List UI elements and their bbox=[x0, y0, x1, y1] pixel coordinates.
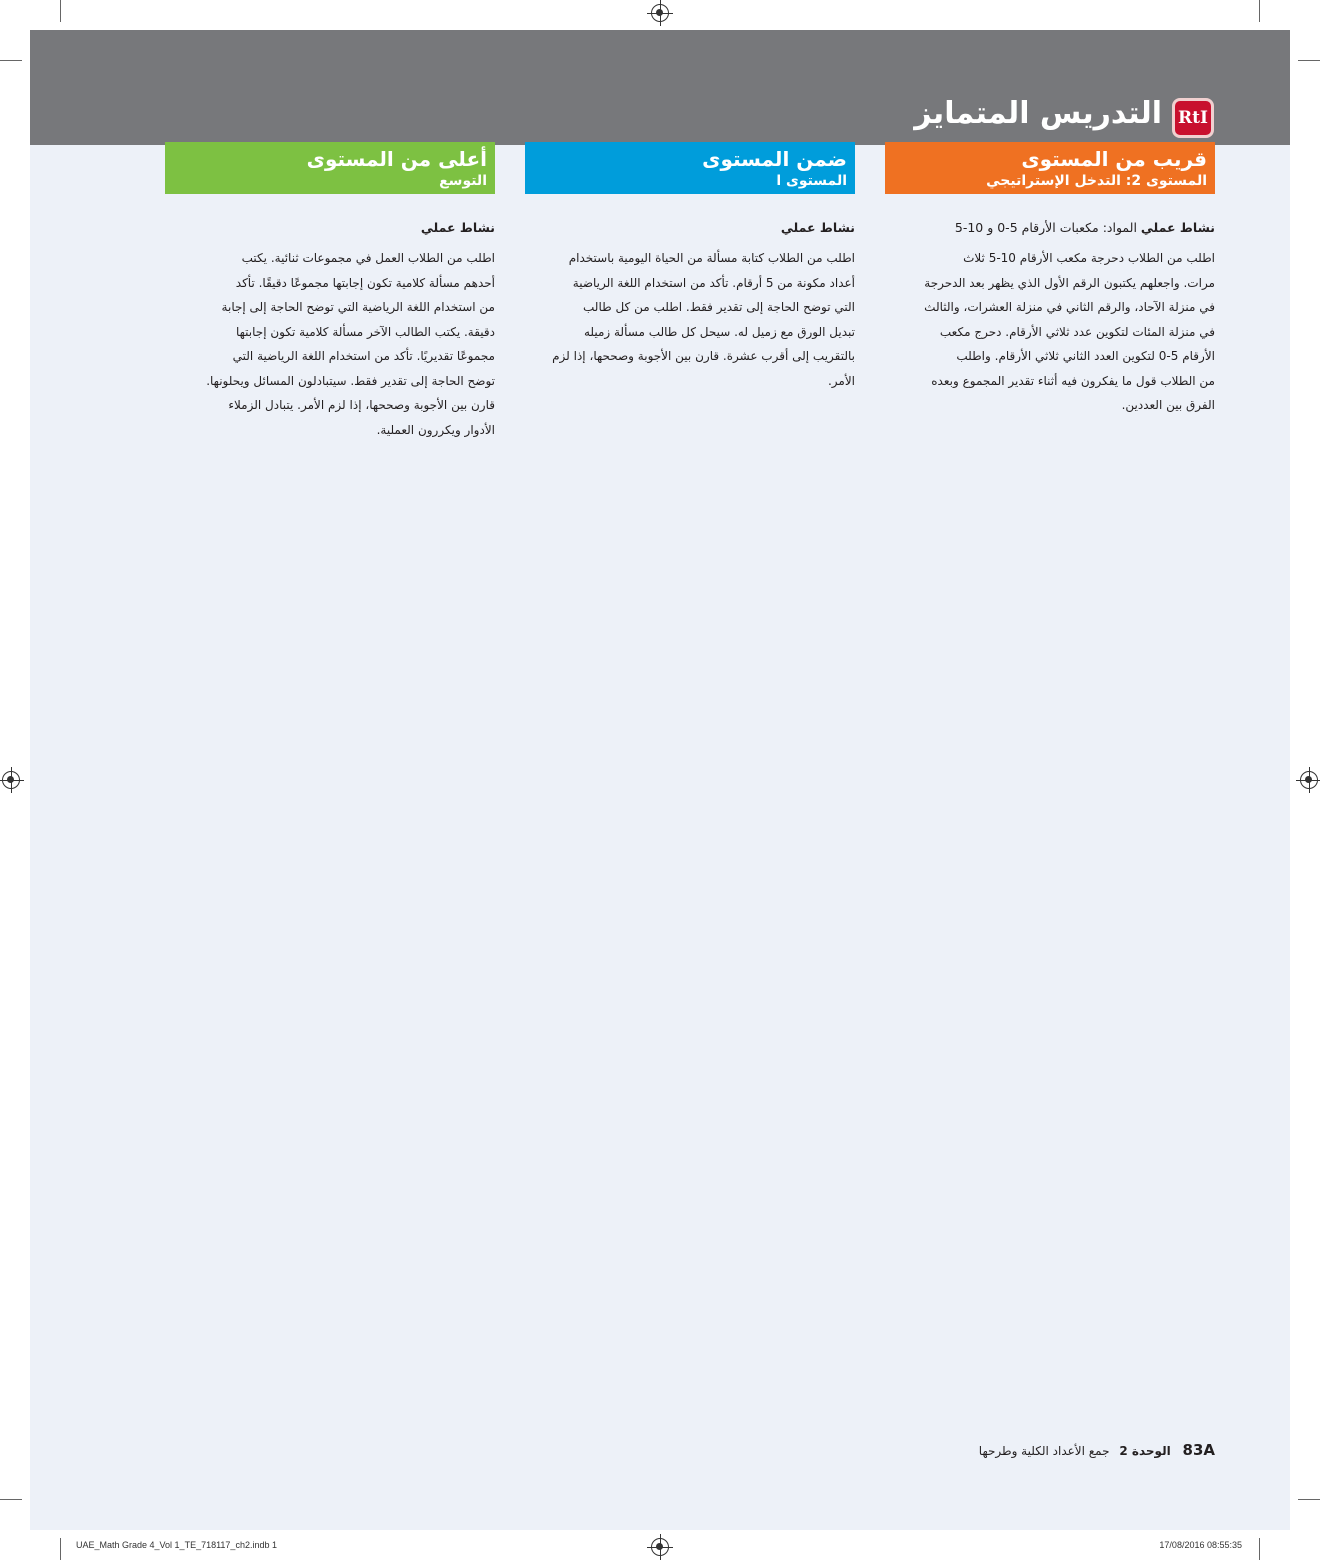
header-band bbox=[30, 30, 1290, 145]
text-line: أعداد مكونة من 5 أرقام. تأكد من استخدام اللغة الرياضية bbox=[572, 275, 855, 290]
column-on-level bbox=[525, 142, 855, 393]
text-line: في منزلة الآحاد، والرقم الثاني في منزلة العشرات، والثالث bbox=[924, 300, 1215, 314]
below-level-subtitle: المستوى 2: التدخل الإستراتيجي bbox=[986, 173, 1207, 189]
text-line: من استخدام اللغة الرياضية التي توضح الحاجة إلى إجابة bbox=[221, 300, 495, 314]
on-level-title: ضمن المستوى bbox=[702, 147, 847, 171]
column-above-level bbox=[165, 142, 495, 442]
text-line: اطلب من الطلاب دحرجة مكعب الأرقام 10-5 ثلاث bbox=[963, 251, 1215, 265]
slug-date: 17/08/2016 08:55:35 bbox=[1159, 1540, 1242, 1550]
text-line: الفرق بين العددين. bbox=[1121, 398, 1215, 412]
text-line: بالتقريب إلى أقرب عشرة. قارن بين الأجوبة وصححها، إذا لزم bbox=[552, 349, 855, 363]
text-line: من الطلاب قول ما يفكرون فيه أثناء تقدير المجموع وبعده bbox=[931, 373, 1215, 388]
text-line: اطلب من الطلاب كتابة مسألة من الحياة اليومية باستخدام bbox=[568, 251, 855, 265]
above-level-banner bbox=[165, 142, 495, 194]
text-line: مرات. واجعلهم يكتبون الرقم الأول الذي يظهر بعد الدحرجة bbox=[924, 275, 1215, 290]
text-line: في منزلة المئات لتكوين عدد ثلاثي الأرقام. دحرج مكعب bbox=[939, 324, 1215, 339]
text-line: الأدوار ويكررون العملية. bbox=[376, 422, 495, 437]
crop-mark bbox=[0, 60, 22, 61]
activity-label: نشاط عملي bbox=[420, 220, 495, 235]
text-line: قارن بين الأجوبة وصححها، إذا لزم الأمر. يتبادل الزملاء bbox=[228, 398, 495, 412]
text-line: الأرقام 5-0 لتكوين العدد الثاني ثلاثي الأرقام. واطلب bbox=[956, 349, 1215, 363]
below-level-title: قريب من المستوى bbox=[1021, 147, 1207, 171]
registration-mark-icon bbox=[651, 1538, 669, 1556]
activity-text bbox=[885, 246, 1215, 418]
text-line: أحدهم مسألة كلامية تكون إجابتها مجموعًا دقيقًا. تأكد bbox=[235, 275, 495, 290]
activity-heading bbox=[885, 218, 1215, 238]
on-level-subtitle: المستوى ا bbox=[776, 173, 847, 189]
text-line: تبديل الورق مع زميل له. سيحل كل طالب مسألة زميله bbox=[583, 324, 855, 339]
materials-text: المواد: مكعبات الأرقام 5-0 و 10-5 bbox=[954, 220, 1141, 235]
registration-mark-icon bbox=[2, 771, 20, 789]
column-below-level bbox=[885, 142, 1215, 418]
text-line: مجموعًا تقديريًا. تأكد من استخدام اللغة الرياضية التي bbox=[232, 349, 495, 363]
crop-mark bbox=[0, 1499, 22, 1500]
below-level-banner bbox=[885, 142, 1215, 194]
chapter-title: جمع الأعداد الكلية وطرحها bbox=[978, 1444, 1110, 1458]
crop-mark bbox=[60, 1538, 61, 1560]
crop-mark bbox=[1298, 60, 1320, 61]
chapter-label: الوحدة 2 bbox=[1119, 1444, 1171, 1458]
registration-mark-icon bbox=[651, 4, 669, 22]
above-level-title: أعلى من المستوى bbox=[306, 147, 487, 171]
crop-mark bbox=[1298, 1499, 1320, 1500]
page-title: التدريس المتمايز bbox=[914, 96, 1162, 131]
text-line: توضح الحاجة إلى تقدير فقط. سيتبادلون المسائل ويحلونها. bbox=[206, 373, 495, 388]
activity-text bbox=[525, 246, 855, 393]
text-line: دقيقة. يكتب الطالب الآخر مسألة كلامية تكون إجابتها bbox=[235, 324, 495, 339]
page-footer bbox=[979, 1441, 1215, 1459]
activity-text bbox=[165, 246, 495, 442]
page-number: 83A bbox=[1182, 1441, 1215, 1459]
text-line: الأمر. bbox=[827, 373, 855, 388]
text-line: اطلب من الطلاب العمل في مجموعات ثنائية. يكتب bbox=[241, 251, 495, 265]
on-level-banner bbox=[525, 142, 855, 194]
above-level-subtitle: التوسع bbox=[439, 173, 487, 189]
crop-mark bbox=[1259, 0, 1260, 22]
rti-logo: RtI bbox=[1172, 98, 1214, 138]
crop-mark bbox=[1259, 1538, 1260, 1560]
registration-mark-icon bbox=[1300, 771, 1318, 789]
activity-heading bbox=[525, 218, 855, 238]
text-line: التي توضح الحاجة إلى تقدير فقط. اطلب من كل طالب bbox=[583, 300, 855, 314]
crop-mark bbox=[60, 0, 61, 22]
activity-label: نشاط عملي bbox=[1140, 220, 1215, 235]
slug-file: UAE_Math Grade 4_Vol 1_TE_718117_ch2.indb 1 bbox=[76, 1540, 277, 1550]
activity-heading bbox=[165, 218, 495, 238]
activity-label: نشاط عملي bbox=[780, 220, 855, 235]
